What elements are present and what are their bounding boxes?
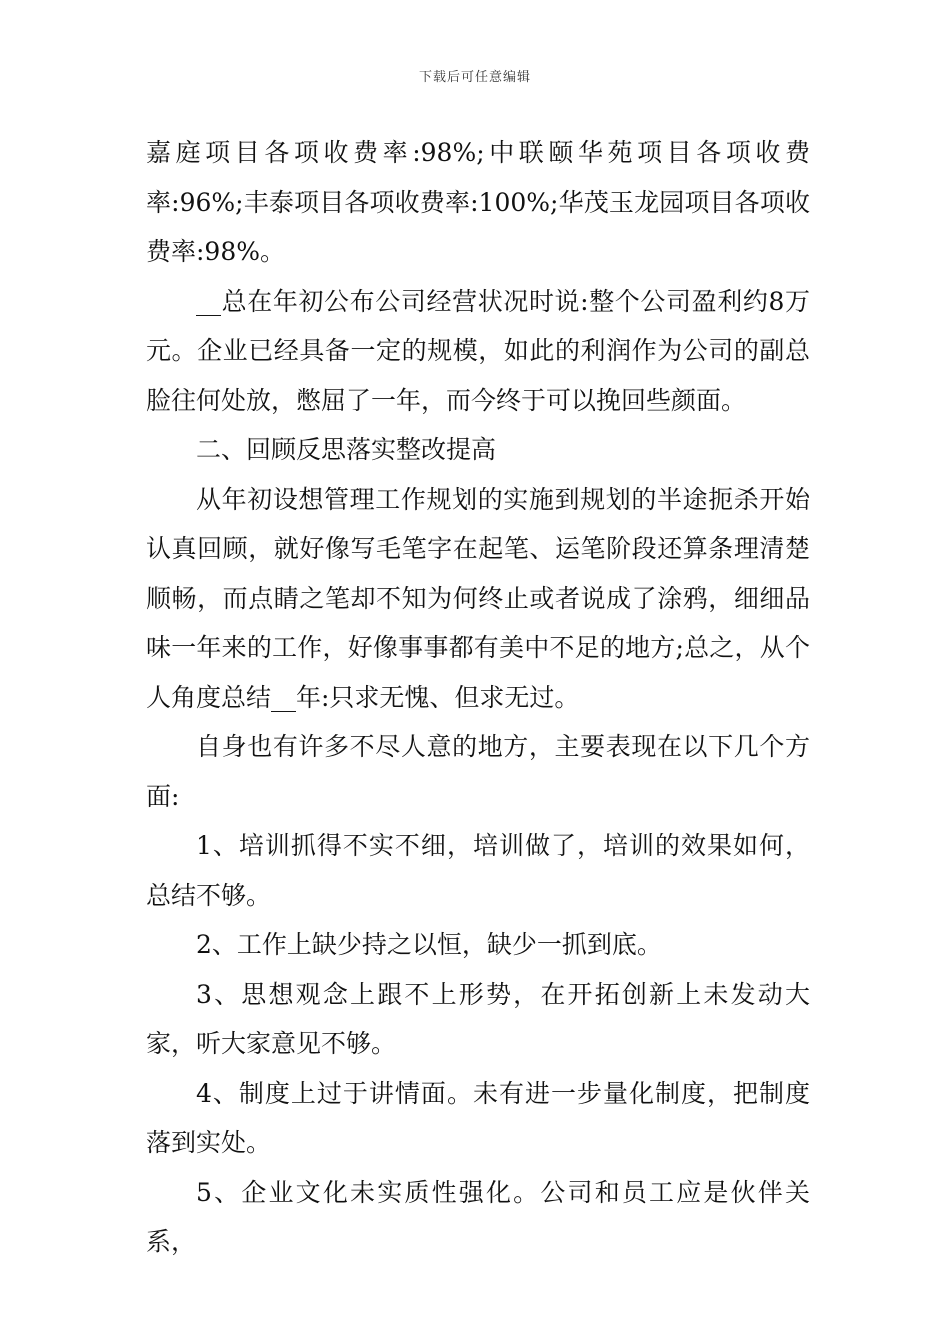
paragraph-profit: __总在年初公布公司经营状况时说:整个公司盈利约8万元。企业已经具备一定的规模，如此的利润作为公司的副总脸往何处放，憋屈了一年，而今终于可以挽回些颜面。 — [146, 286, 810, 415]
paragraph-shortcomings-intro: 自身也有许多不尽人意的地方，主要表现在以下几个方面: — [146, 732, 810, 811]
page-header-note: 下载后可任意编辑 — [418, 70, 531, 85]
section-heading-review: 二、回顾反思落实整改提高 — [196, 435, 497, 464]
list-item-4: 4、制度上过于讲情面。未有进一步量化制度，把制度落到实处。 — [146, 1078, 810, 1157]
list-item-3: 3、思想观念上跟不上形势，在开拓创新上未发动大家，听大家意见不够。 — [146, 979, 810, 1058]
paragraph-fee-rates: 嘉庭项目各项收费率:98%;中联颐华苑项目各项收费率:96%;丰泰项目各项收费率:100%;华茂玉龙园项目各项收费率:98%。 — [146, 138, 810, 266]
list-item-2: 2、工作上缺少持之以恒，缺少一抓到底。 — [196, 930, 662, 959]
list-item-5: 5、企业文化未实质性强化。公司和员工应是伙伴关系， — [146, 1177, 810, 1256]
paragraph-review: 从年初设想管理工作规划的实施到规划的半途扼杀开始认真回顾，就好像写毛笔字在起笔、运笔阶段还算条理清楚顺畅，而点睛之笔却不知为何终止或者说成了涂鸦，细细品味一年来的工作，好像事事都有美中不足的地方;总之，从个人角度总结__年:只求无愧、但求无过。 — [146, 484, 810, 712]
list-item-1: 1、培训抓得不实不细，培训做了，培训的效果如何，总结不够。 — [146, 831, 810, 910]
document-body — [146, 128, 810, 1267]
